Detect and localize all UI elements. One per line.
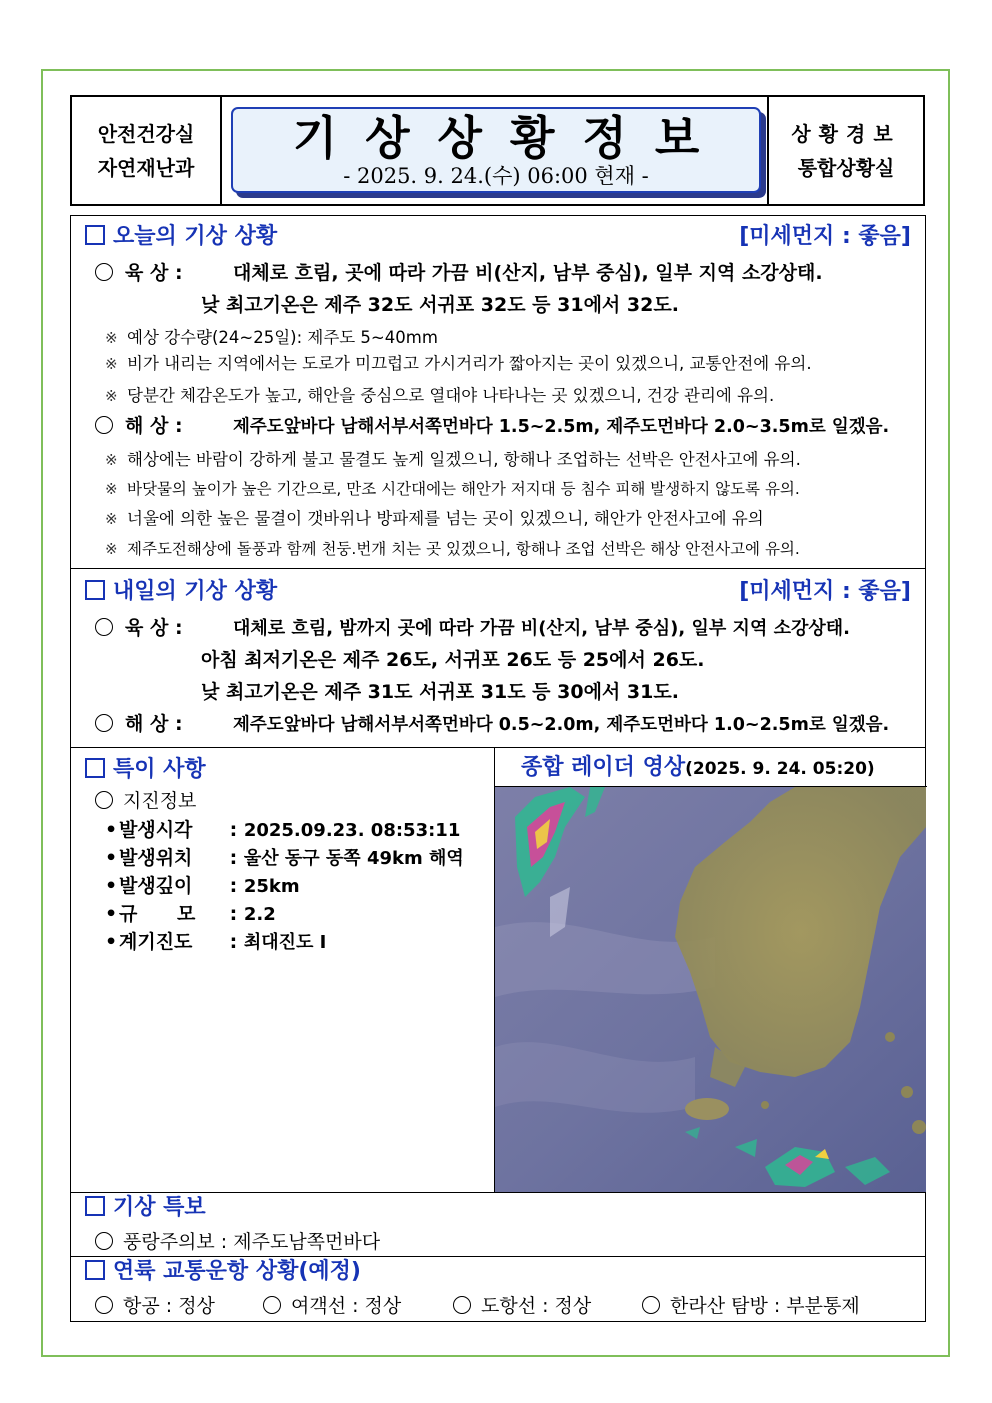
- today-land-note: ※ 예상 강수량(24~25일): 제주도 5~40mm: [105, 328, 438, 347]
- issuer-left: [72, 97, 222, 204]
- transport-item-ferry: 여객선 : 정상: [263, 1293, 401, 1319]
- radar-title: 종합 레이더 영상(2025. 9. 24. 05:20): [521, 755, 875, 780]
- issuer-right: [767, 97, 923, 204]
- today-fine-dust: [미세먼지 : 좋음]: [739, 224, 911, 249]
- today-sea-note: ※ 바닷물의 높이가 높은 기간으로, 만조 시간대에는 해안가 저지대 등 침수 피해 발생하지 않도록 유의.: [105, 480, 800, 498]
- today-land-note: ※ 당분간 체감온도가 높고, 해안을 중심으로 열대야 나타나는 곳 있겠으니, 건강 관리에 유의.: [105, 386, 775, 405]
- circle-bullet-icon: [95, 618, 113, 636]
- transport-heading: 연륙 교통운항 상황(예정): [85, 1258, 361, 1286]
- today-sea-line: 해 상 : 제주도앞바다 남해서부서쪽먼바다 1.5~2.5m, 제주도먼바다 2.0~3.5m로 일겠음.: [95, 413, 889, 440]
- today-heading: 오늘의 기상 상황: [85, 223, 277, 251]
- title-box: [231, 107, 761, 193]
- divider: [71, 1256, 925, 1257]
- transport-item-island-ferry: 도항선 : 정상: [453, 1293, 591, 1319]
- today-sea-note: ※ 너울에 의한 높은 물결이 갯바위나 방파제를 넘는 곳이 있겠으니, 해안가 안전사고에 유의: [105, 509, 764, 528]
- divider: [71, 747, 925, 748]
- circle-bullet-icon: [95, 416, 113, 434]
- today-sea-note: ※ 제주도전해상에 돌풍과 함께 천둥.번개 치는 곳 있겠으니, 항해나 조업 선박은 해상 안전사고에 유의.: [105, 540, 800, 558]
- transport-item-air: 항공 : 정상: [95, 1293, 215, 1319]
- issuer-right-line1: 상황경보: [791, 121, 901, 146]
- circle-bullet-icon: [95, 791, 113, 809]
- earthquake-heading: 지진정보: [95, 788, 196, 814]
- tomorrow-sea-line: 해 상 : 제주도앞바다 남해서부서쪽먼바다 0.5~2.0m, 제주도먼바다 1.0~2.5m로 일겠음.: [95, 711, 889, 738]
- circle-bullet-icon: [95, 1232, 113, 1250]
- issuer-left-line1: 안전건강실: [97, 121, 195, 146]
- tomorrow-land-line2: 아침 최저기온은 제주 26도, 서귀포 26도 등 25에서 26도.: [201, 649, 705, 671]
- special-heading: 특이 사항: [85, 756, 206, 784]
- header: [70, 95, 925, 206]
- report-datetime: - 2025. 9. 24.(수) 06:00 현재 -: [343, 164, 649, 188]
- page-title: 기상상황정보: [292, 111, 728, 165]
- circle-bullet-icon: [95, 263, 113, 281]
- transport-item-hallasan: 한라산 탐방 : 부분통제: [642, 1293, 860, 1319]
- earthquake-item: •계기진도 : 최대진도 Ⅰ: [105, 931, 327, 953]
- today-land-note: ※ 비가 내리는 지역에서는 도로가 미끄럽고 가시거리가 짧아지는 곳이 있겠으니, 교통안전에 유의.: [105, 354, 812, 373]
- earthquake-item: •발생깊이 : 25km: [105, 875, 300, 897]
- earthquake-item: •발생위치 : 울산 동구 동쪽 49km 해역: [105, 847, 464, 869]
- checkbox-icon: [85, 225, 105, 245]
- checkbox-icon: [85, 1196, 105, 1216]
- circle-bullet-icon: [263, 1296, 281, 1314]
- circle-bullet-icon: [642, 1296, 660, 1314]
- tomorrow-fine-dust: [미세먼지 : 좋음]: [739, 579, 911, 604]
- earthquake-item: •발생시각 : 2025.09.23. 08:53:11: [105, 819, 461, 841]
- warning-heading: 기상 특보: [85, 1194, 206, 1222]
- divider: [71, 1192, 925, 1193]
- radar-image: [495, 787, 926, 1192]
- issuer-right-line2: 통합상황실: [797, 155, 895, 180]
- issuer-left-line2: 자연재난과: [97, 155, 195, 180]
- checkbox-icon: [85, 758, 105, 778]
- warning-item: 풍랑주의보 : 제주도남쪽먼바다: [95, 1229, 380, 1255]
- divider: [71, 568, 925, 569]
- tomorrow-land-line1: 육 상 : 대체로 흐림, 밤까지 곳에 따라 가끔 비(산지, 남부 중심), 일부 지역 소강상태.: [95, 615, 850, 642]
- report-body: [70, 215, 926, 1322]
- tomorrow-land-line3: 낮 최고기온은 제주 31도 서귀포 31도 등 30에서 31도.: [201, 681, 679, 703]
- checkbox-icon: [85, 1260, 105, 1280]
- circle-bullet-icon: [95, 714, 113, 732]
- earthquake-item: •규 모 : 2.2: [105, 903, 276, 925]
- tomorrow-heading: 내일의 기상 상황: [85, 578, 277, 606]
- today-land-line2: 낮 최고기온은 제주 32도 서귀포 32도 등 31에서 32도.: [201, 294, 679, 316]
- today-land-line1: 육 상 : 대체로 흐림, 곳에 따라 가끔 비(산지, 남부 중심), 일부 지역 소강상태.: [95, 260, 823, 286]
- circle-bullet-icon: [453, 1296, 471, 1314]
- today-sea-note: ※ 해상에는 바람이 강하게 불고 물결도 높게 일겠으니, 항해나 조업하는 선박은 안전사고에 유의.: [105, 450, 801, 469]
- checkbox-icon: [85, 580, 105, 600]
- circle-bullet-icon: [95, 1296, 113, 1314]
